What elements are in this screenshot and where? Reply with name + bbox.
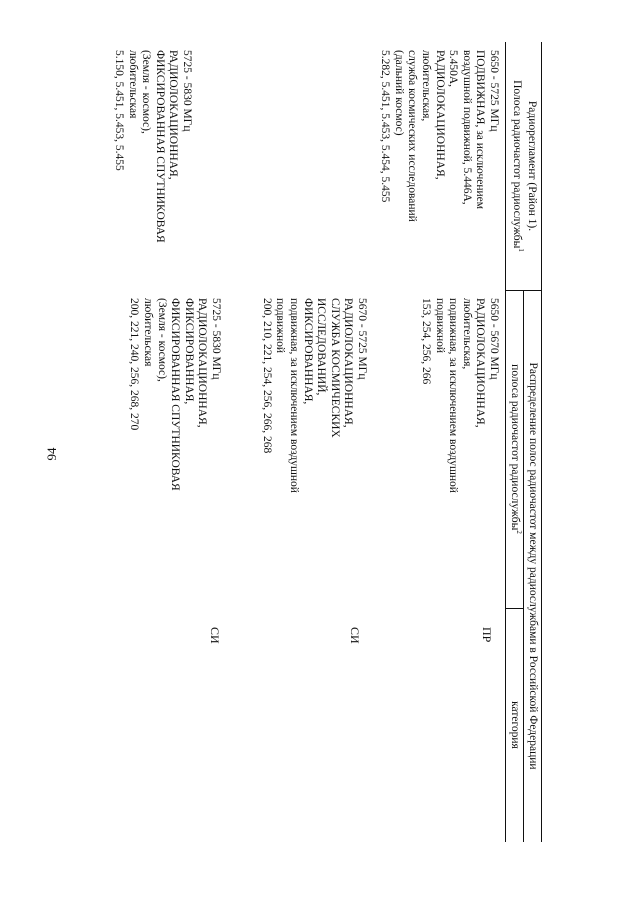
- entry-line: подвижной: [433, 298, 446, 354]
- entry-line: ПОДВИЖНАЯ, за исключением: [474, 50, 487, 210]
- entry-line: РАДИОЛОКАЦИОННАЯ,: [196, 298, 209, 428]
- entry-line: 5670 - 5725 МГц: [356, 298, 368, 380]
- rotated-page: [82, 42, 542, 842]
- table-top-rule: [541, 42, 542, 842]
- entry-line: любительская: [126, 50, 139, 119]
- entry-line: подвижная, за исключением воздушной: [447, 298, 460, 493]
- entry-line: СЛУЖБА КОСМИЧЕСКИХ: [328, 298, 341, 438]
- entry-line: ФИКСИРОВАННАЯ,: [182, 298, 195, 405]
- entry-line: 5.150, 5.451, 5.453, 5.455: [113, 50, 126, 171]
- entry-line: 5.282, 5.451, 5.453, 5.454, 5.455: [379, 50, 392, 203]
- entry-line: любительская,: [460, 298, 473, 370]
- entry-line: служба космических исследований: [406, 50, 419, 222]
- entry-line: любительская: [142, 298, 155, 367]
- footnote-ref-1: 1: [517, 248, 525, 252]
- entry-line: 5.450А,: [447, 50, 460, 88]
- entry-line: ИССЛЕДОВАНИЙ,: [315, 298, 328, 396]
- entry-line: ФИКСИРОВАННАЯ СПУТНИКОВАЯ: [153, 50, 166, 243]
- rf-entry-5670: [259, 298, 368, 493]
- rf-entry-5725: [127, 298, 222, 491]
- entry-line: ФИКСИРОВАННАЯ,: [301, 298, 314, 405]
- page-number: 94: [44, 447, 59, 461]
- header-sub-rule: [523, 290, 524, 842]
- entry-line: РАДИОЛОКАЦИОННАЯ,: [167, 50, 180, 180]
- entry-line: 5650 - 5725 МГц: [488, 50, 500, 132]
- category-pr: ПР: [480, 627, 494, 643]
- entry-line: РАДИОЛОКАЦИОННАЯ,: [474, 298, 487, 428]
- header-rf-title: Распределение полос радиочастот между радиослужбами в Российской Федерации: [527, 362, 539, 770]
- entry-line: ФИКСИРОВАННАЯ СПУТНИКОВАЯ: [169, 298, 182, 491]
- entry-line: РАДИОЛОКАЦИОННАЯ,: [433, 50, 446, 180]
- allocation-table: [82, 42, 542, 842]
- entry-line: 153, 254, 256, 266: [420, 298, 433, 385]
- region-entry-5725: [111, 50, 193, 243]
- category-si-2: СИ: [208, 627, 222, 644]
- entry-line: (Земля - космос),: [140, 50, 153, 134]
- header-rf-band: [507, 290, 521, 608]
- header-region-title: Радиорегламент (Район 1).: [526, 100, 538, 232]
- header-bottom-rule: [505, 42, 506, 842]
- entry-line: 5725 - 5830 МГц: [210, 298, 222, 380]
- category-si-1: СИ: [348, 627, 362, 644]
- region-entry-5650: [378, 50, 500, 222]
- header-region-band: [509, 42, 523, 290]
- entry-line: 200, 221, 240, 256, 268, 270: [128, 298, 141, 431]
- entry-line: 5725 - 5830 МГц: [181, 50, 193, 132]
- entry-line: (Земля - космос),: [155, 298, 168, 382]
- entry-line: 200, 210, 221, 254, 256, 266, 268: [260, 298, 273, 454]
- header-category: категория: [509, 701, 521, 749]
- header-region-band-text: Полоса радиочастот радиослужбы: [511, 80, 523, 249]
- entry-line: подвижной: [274, 298, 287, 354]
- entry-line: воздушной подвижной, 5.446А,: [460, 50, 473, 205]
- entry-line: любительская,: [420, 50, 433, 122]
- footnote-ref-2: 2: [515, 530, 523, 534]
- entry-line: 5650 - 5670 МГц: [488, 298, 500, 380]
- entry-line: подвижная, за исключением воздушной: [288, 298, 301, 493]
- rf-entry-5650: [418, 298, 500, 493]
- header-rf-band-text: полоса радиочастот радиослужбы: [509, 364, 521, 531]
- entry-line: (дальний космос): [392, 50, 405, 136]
- entry-line: РАДИОЛОКАЦИОННАЯ,: [342, 298, 355, 428]
